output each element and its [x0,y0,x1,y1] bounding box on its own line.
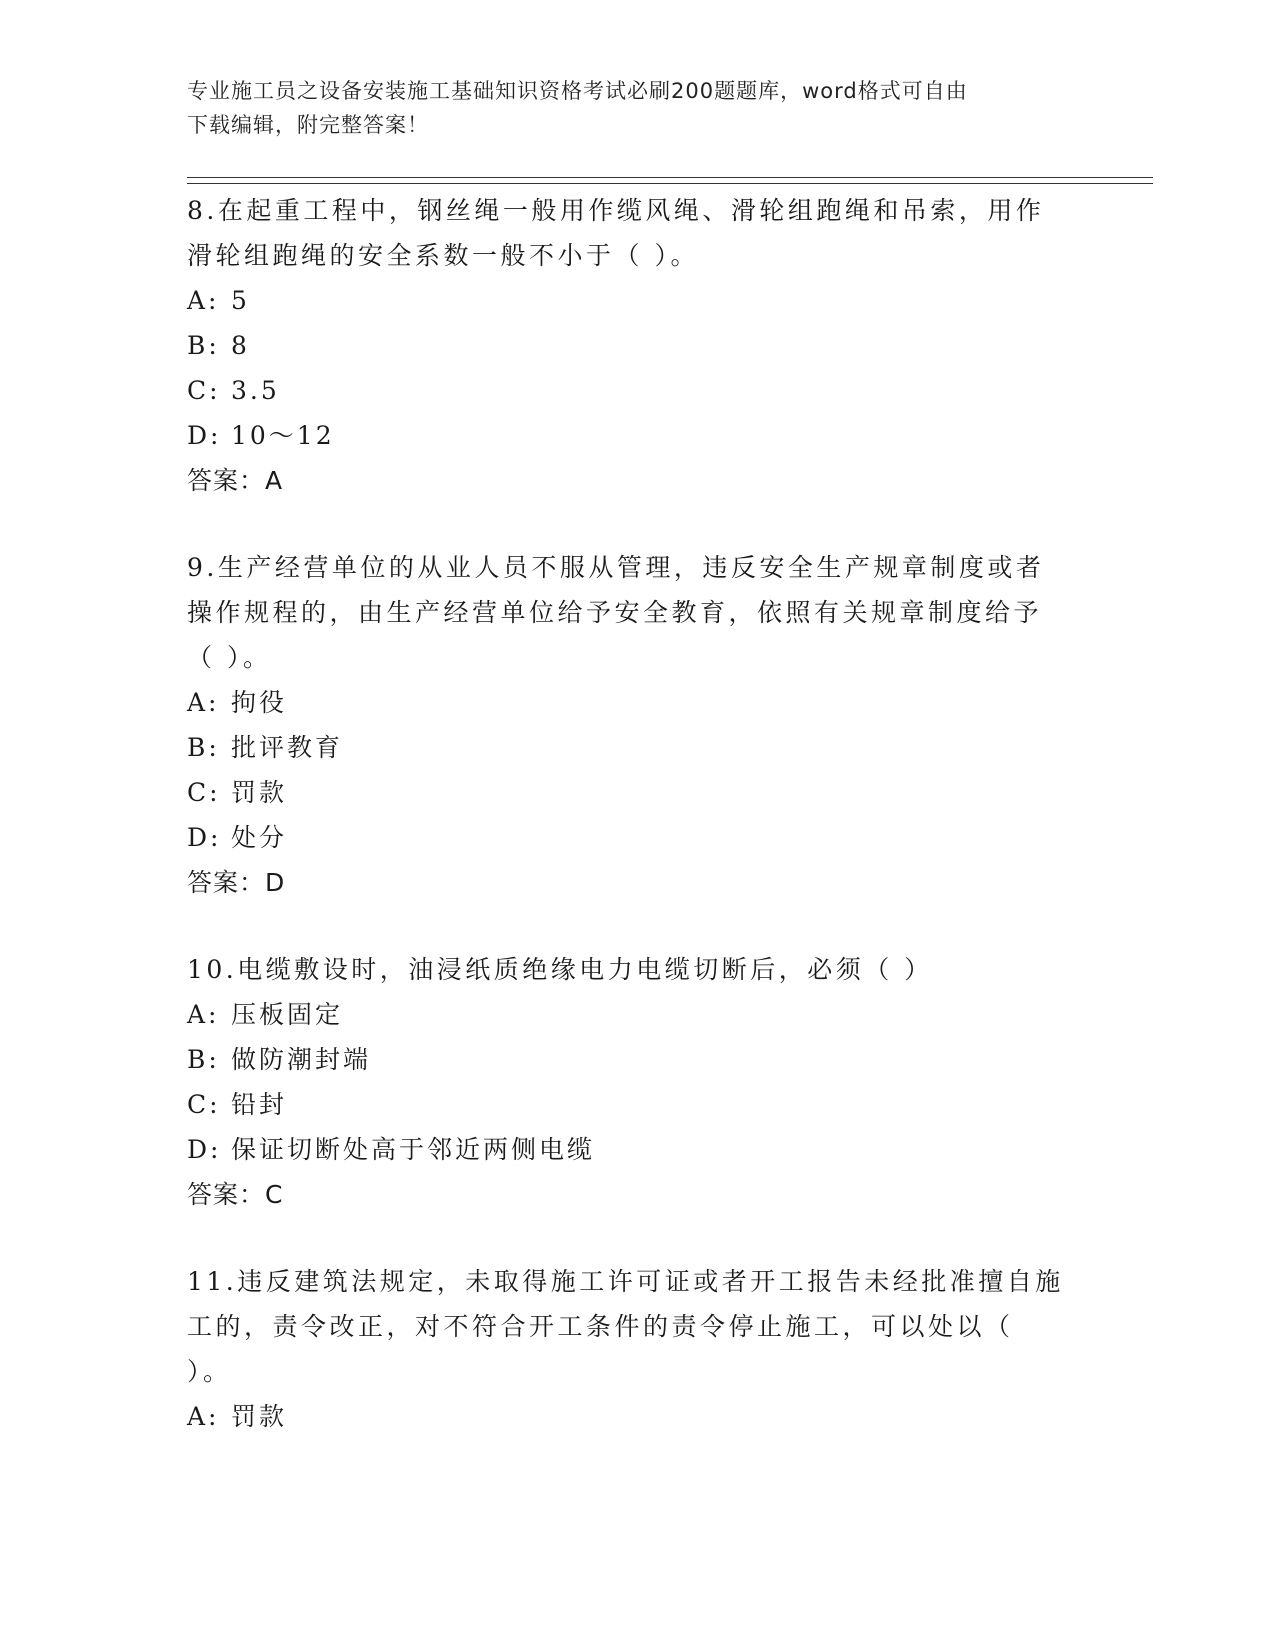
option-b [187,725,1067,770]
option-value: 3.5 [231,376,280,405]
option-c [187,770,1067,815]
option-value: 压板固定 [231,1000,344,1029]
option-key: C: [187,1090,221,1119]
option-d [187,815,1067,860]
option-value: 铅封 [231,1090,288,1119]
option-key: D: [187,823,222,852]
option-d [187,1127,1067,1172]
header-line-1: 专业施工员之设备安装施工基础知识资格考试必刷200题题库，word格式可自由 [187,79,968,103]
option-value: 罚款 [231,1402,288,1431]
option-key: A: [187,688,220,717]
answer-line: 答案：C [187,1180,284,1209]
document-header [187,74,1067,142]
option-value: 5 [231,286,250,315]
option-value: 8 [231,331,250,360]
answer-line: 答案：D [187,868,286,897]
question-10 [187,947,1067,1217]
option-d [187,413,1067,458]
question-9 [187,545,1067,905]
option-value: 批评教育 [231,733,344,762]
option-a [187,1394,1067,1439]
header-divider [187,177,1153,184]
option-a [187,680,1067,725]
question-text: 11.违反建筑法规定，未取得施工许可证或者开工报告未经批准擅自施工的，责令改正，对不符合开工条件的责令停止施工，可以处以（ ）。 [187,1267,1064,1386]
question-list [187,188,1067,1481]
option-key: D: [187,1135,222,1164]
option-key: D: [187,421,222,450]
option-key: A: [187,1402,220,1431]
option-a [187,278,1067,323]
option-value: 处分 [231,823,288,852]
option-value: 罚款 [231,778,288,807]
option-value: 保证切断处高于邻近两侧电缆 [231,1135,596,1164]
option-key: A: [187,1000,220,1029]
option-c [187,368,1067,413]
option-value: 做防潮封端 [231,1045,372,1074]
option-key: C: [187,376,221,405]
question-text: 8.在起重工程中，钢丝绳一般用作缆风绳、滑轮组跑绳和吊索，用作滑轮组跑绳的安全系数一般不小于（ ）。 [187,196,1045,270]
option-value: 拘役 [231,688,288,717]
question-11 [187,1259,1067,1439]
question-text: 10.电缆敷设时，油浸纸质绝缘电力电缆切断后，必须（ ） [187,955,933,984]
question-8 [187,188,1067,503]
question-text: 9.生产经营单位的从业人员不服从管理，违反安全生产规章制度或者操作规程的，由生产经营单位给予安全教育，依照有关规章制度给予（ ）。 [187,553,1045,672]
option-key: A: [187,286,220,315]
header-line-2: 下载编辑，附完整答案！ [187,113,429,137]
option-key: B: [187,733,220,762]
option-value: 10～12 [231,421,335,450]
option-b [187,1037,1067,1082]
option-key: B: [187,1045,220,1074]
option-key: C: [187,778,221,807]
answer-line: 答案：A [187,466,284,495]
option-b [187,323,1067,368]
option-c [187,1082,1067,1127]
option-a [187,992,1067,1037]
option-key: B: [187,331,220,360]
